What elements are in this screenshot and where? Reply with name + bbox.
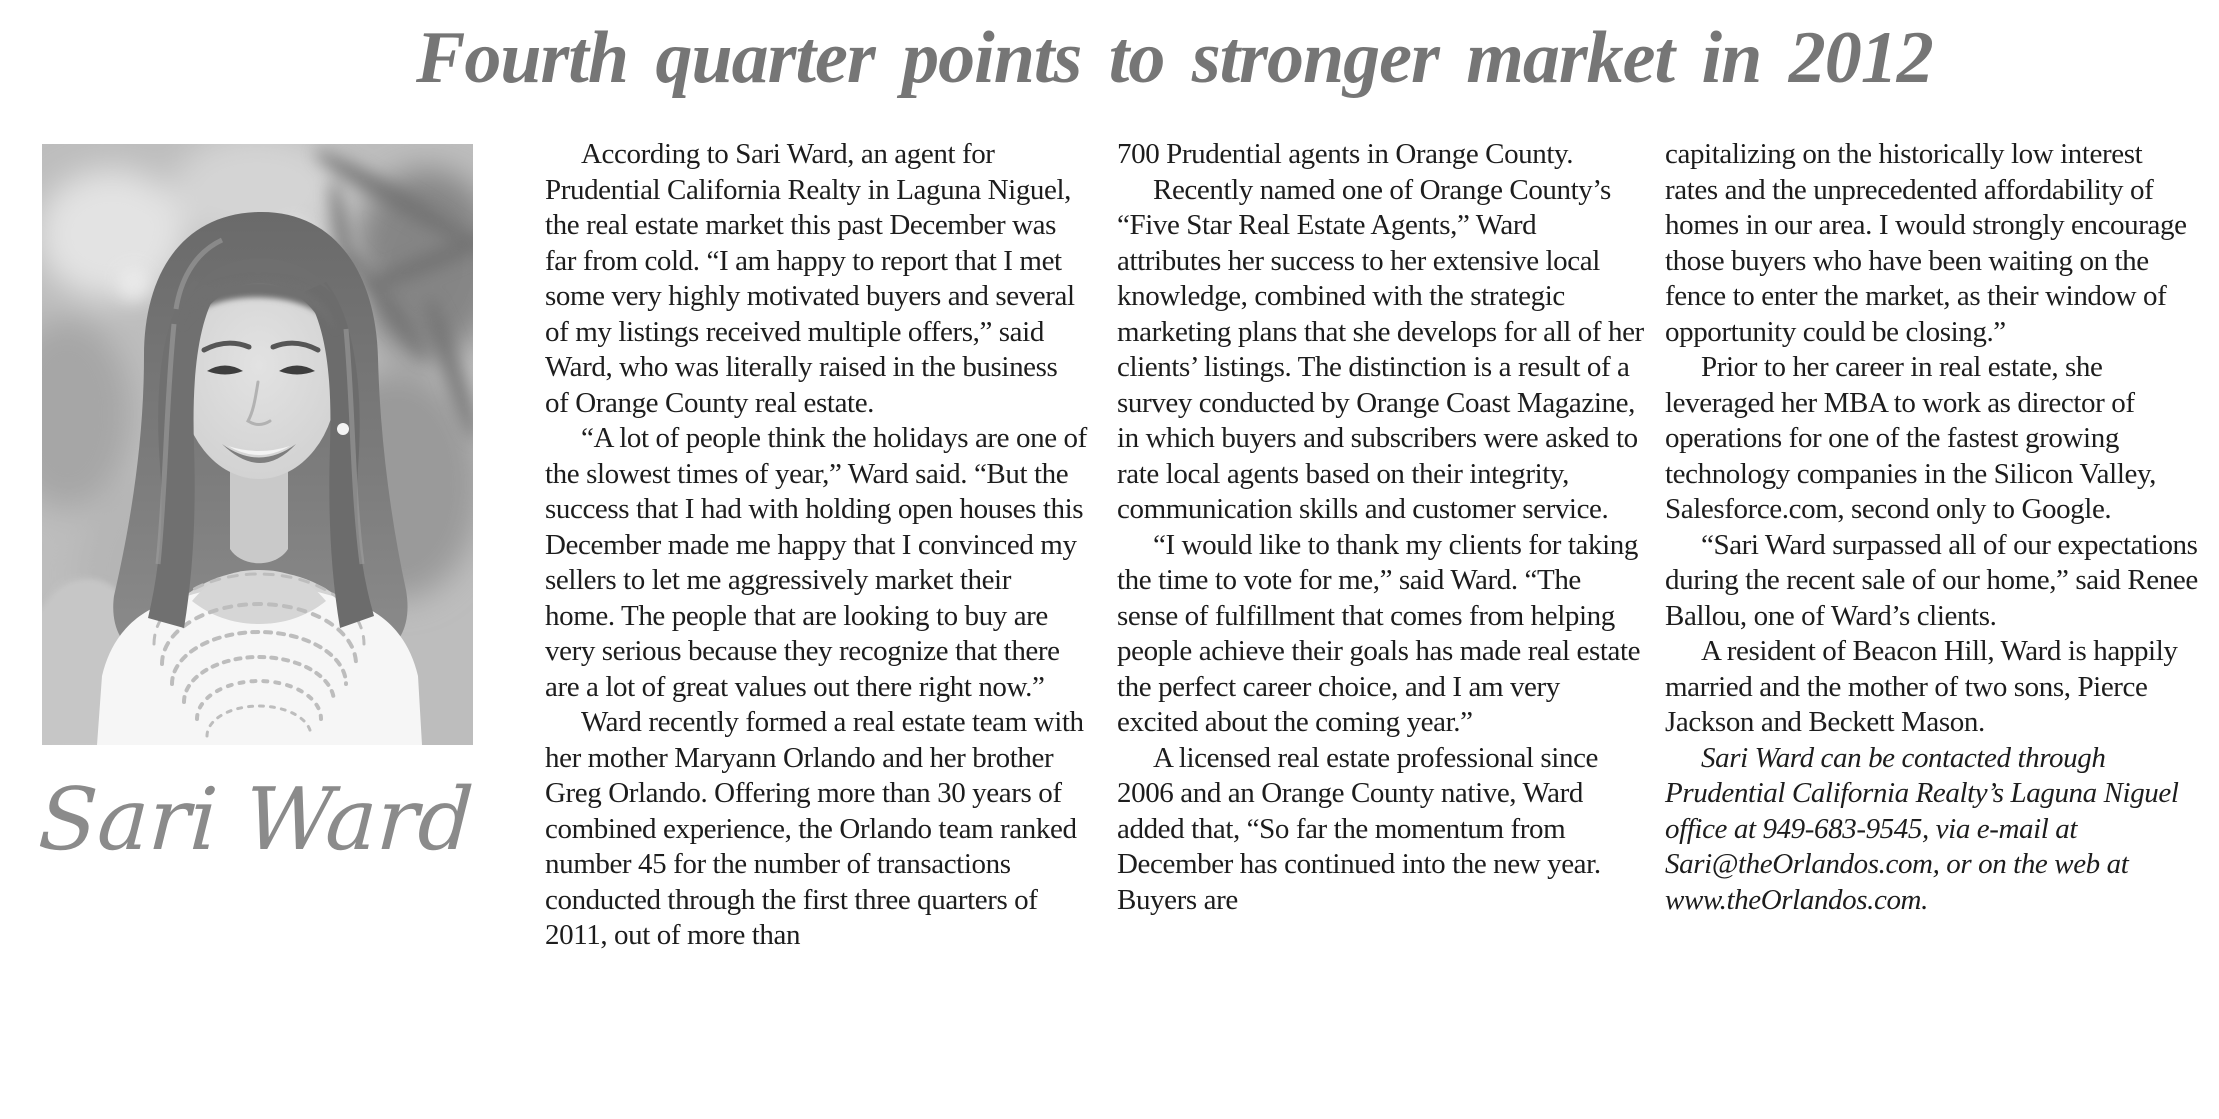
article-paragraph: 700 Prudential agents in Orange County.	[1117, 138, 1574, 170]
article-paragraph: capitalizing on the historically low interest rates and the unprecedented affordability of homes in our area. I would strongly encourage those buyers who have been waiting on the fence to enter the market, as their window of opportunity could be closing.”	[1665, 138, 2187, 348]
article-paragraph: Recently named one of Orange County’s “Five Star Real Estate Agents,” Ward attributes her success to her extensive local knowledge, combined with the strategic marketing plans that she develops for all of her clients’ listings. The distinction is a result of a survey conducted by Orange Coast Magazine, in which buyers and subscribers were asked to rate local agents based on their integrity, communication skills and customer service.	[1117, 173, 1644, 525]
signature-name: Sari Ward	[36, 770, 476, 870]
article-column-3	[1665, 137, 2198, 918]
article-column-2	[1117, 137, 1645, 918]
portrait-photo-image	[42, 144, 473, 745]
article-paragraph: “A lot of people think the holidays are one of the slowest times of year,” Ward said. “But the success that I had with holding open houses this December made me happy that I convinced my sellers to let me aggressively market their home. The people that are looking to buy are very serious because they recognize that there are a lot of great values out there right now.”	[545, 422, 1087, 703]
article-headline: Fourth quarter points to stronger market in 2012	[416, 17, 1933, 99]
article-paragraph: Ward recently formed a real estate team with her mother Maryann Orlando and her brother Greg Orlando. Offering more than 30 years of combined experience, the Orlando team ranked number 45 for the number of transactions conducted through the first three quarters of 2011, out of more than	[545, 706, 1084, 951]
article-paragraph: According to Sari Ward, an agent for Prudential California Realty in Laguna Niguel, the real estate market this past December was far from cold. “I am happy to report that I met some very highly motivated buyers and several of my listings received multiple offers,” said Ward, who was literally raised in the business of Orange County real estate.	[545, 138, 1075, 419]
portrait-photo	[42, 144, 473, 745]
article-paragraph: A licensed real estate professional since 2006 and an Orange County native, Ward added that, “So far the momentum from December has continued into the new year. Buyers are	[1117, 741, 1601, 916]
article-paragraph: “Sari Ward surpassed all of our expectations during the recent sale of our home,” said Renee Ballou, one of Ward’s clients.	[1665, 528, 2198, 632]
article-paragraph: Sari Ward can be contacted through Prudential California Realty’s Laguna Niguel office at 949-683-9545, via e-mail at Sari@theOrlandos.com, or on the web at www.theOrlandos.com.	[1665, 741, 2179, 916]
article-column-1	[545, 137, 1087, 954]
article-paragraph: A resident of Beacon Hill, Ward is happily married and the mother of two sons, Pierce Jackson and Beckett Mason.	[1665, 635, 2178, 738]
article-paragraph: Prior to her career in real estate, she leveraged her MBA to work as director of operations for one of the fastest growing technology companies in the Silicon Valley, Salesforce.com, second only to Google.	[1665, 351, 2157, 525]
article-paragraph: “I would like to thank my clients for taking the time to vote for me,” said Ward. “The sense of fulfillment that comes from helping people achieve their goals has made real estate the perfect career choice, and I am very excited about the coming year.”	[1117, 528, 1641, 738]
